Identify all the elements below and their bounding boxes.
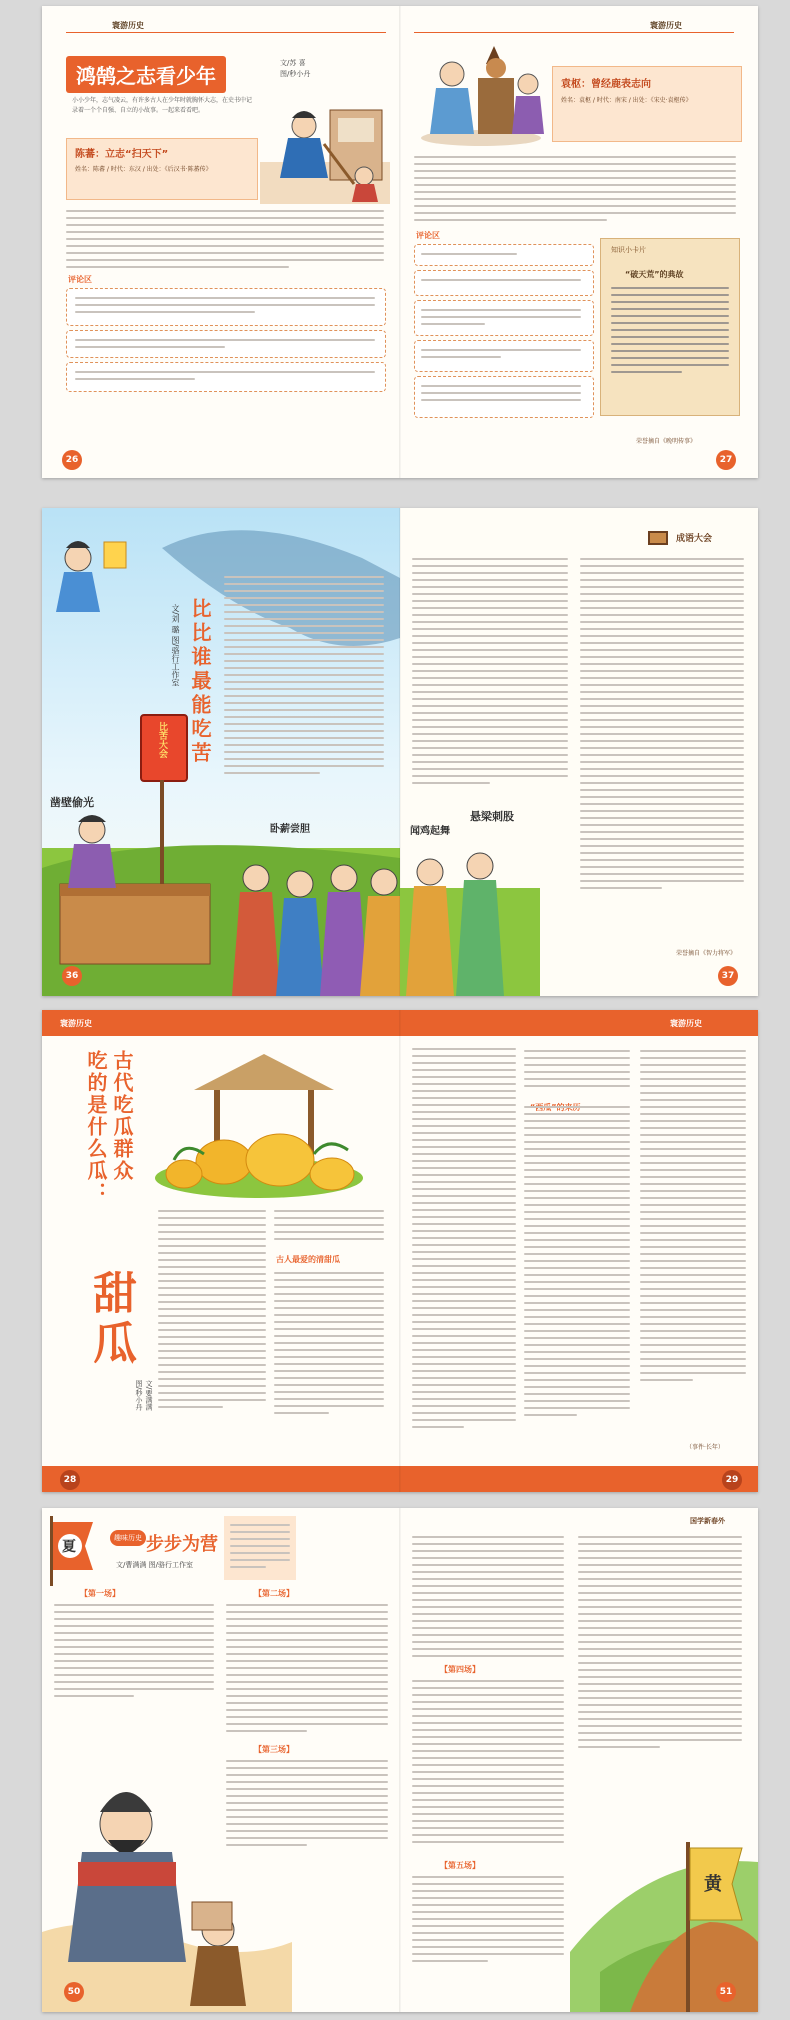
flag-left bbox=[48, 1516, 98, 1586]
page-51 bbox=[400, 1508, 758, 2012]
page-number-left: 36 bbox=[62, 966, 82, 986]
article-title-line-2: 吃的是什么瓜： bbox=[84, 1050, 108, 1204]
page-number-left: 28 bbox=[60, 1470, 80, 1490]
flag-left-char: 夏 bbox=[62, 1539, 76, 1555]
spread-page-36-37 bbox=[42, 508, 758, 996]
pole bbox=[160, 780, 164, 884]
page-36 bbox=[42, 508, 400, 996]
label-zaobi-touguang: 凿壁偷光 bbox=[50, 796, 94, 809]
page-number-left: 50 bbox=[64, 1982, 84, 2002]
spread-page-28-29 bbox=[42, 1010, 758, 1492]
header-logo-right: 寰游历史 bbox=[650, 21, 682, 30]
section-tag-badge bbox=[646, 528, 746, 548]
character-card-yuan-shu bbox=[552, 66, 742, 142]
page-37 bbox=[400, 508, 758, 996]
label-xuanliang-cigu: 悬梁刺股 bbox=[470, 810, 514, 823]
body-text-col-1 bbox=[412, 558, 568, 789]
body-text-col-2 bbox=[274, 1210, 384, 1245]
man-at-wall bbox=[52, 810, 132, 890]
article-intro: 小小少年，志气凌云，有许多古人在少年时就胸怀大志，在史书中记录着一个个自强、自立的小故事。一起来看看吧。 bbox=[72, 97, 253, 114]
comment-box-1 bbox=[66, 288, 386, 326]
header-logo-left: 寰游历史 bbox=[60, 1019, 92, 1028]
header-logo-left: 寰游历史 bbox=[112, 21, 144, 30]
body-text-col-1 bbox=[412, 1048, 516, 1433]
header-logo-right: 寰游历史 bbox=[670, 1019, 702, 1028]
page-27 bbox=[400, 6, 758, 478]
section-title-2: 袁枢：曾经鹿表志向 bbox=[561, 79, 651, 90]
article-title: 步步为营 bbox=[146, 1534, 218, 1555]
page-50 bbox=[42, 1508, 400, 2012]
knowledge-card-title: 知识小卡片 bbox=[611, 246, 646, 254]
page-number-right: 27 bbox=[716, 450, 736, 470]
body-text-col-2 bbox=[580, 558, 744, 894]
illustration-lord-deer bbox=[416, 38, 546, 148]
body-text-col-3 bbox=[640, 1050, 746, 1386]
source-note: 荣誉摘自《晚明传事》 bbox=[636, 438, 697, 445]
article-byline: 文/曹满满 图/骆行工作室 bbox=[116, 1561, 193, 1569]
spread-page-26-27 bbox=[42, 6, 758, 478]
comment-box-4 bbox=[414, 340, 594, 372]
page-number-right: 51 bbox=[716, 1982, 736, 2002]
script-col-2 bbox=[578, 1536, 742, 1753]
scene-heading-1: 【第一场】 bbox=[80, 1589, 120, 1598]
flag-right-char: 黄 bbox=[704, 1874, 722, 1895]
body-text-col-2b bbox=[274, 1272, 384, 1419]
script-col-1 bbox=[54, 1604, 214, 1702]
melon-hut-illustration bbox=[154, 1050, 364, 1200]
scene-heading-4: 【第四场】 bbox=[440, 1665, 480, 1674]
cast-list-box bbox=[224, 1516, 296, 1580]
comment-box-2 bbox=[66, 330, 386, 358]
character-card-chen-fan bbox=[66, 138, 258, 200]
article-byline: 文/要满满 图/秒小丹 bbox=[135, 1380, 153, 1411]
general-illustration bbox=[42, 1752, 292, 2012]
header-rule-right bbox=[414, 32, 734, 33]
label-wenji-qiwu: 闻鸡起舞 bbox=[410, 826, 450, 837]
corner-tag: 国学新春外 bbox=[690, 1517, 725, 1525]
comment-label: 评论区 bbox=[416, 231, 440, 240]
comment-box-2 bbox=[414, 270, 594, 296]
header-rule-left bbox=[66, 32, 386, 33]
comment-box-5 bbox=[414, 376, 594, 418]
boy-with-lantern bbox=[54, 536, 134, 626]
body-text-block bbox=[224, 576, 384, 779]
section-title-1: 陈蕃：立志“扫天下” bbox=[75, 149, 169, 160]
script-col-1 bbox=[412, 1536, 564, 1662]
section-tag: 成语大会 bbox=[676, 534, 713, 544]
knowledge-card-heading: “破天荒”的典故 bbox=[625, 270, 684, 279]
comment-box-3 bbox=[414, 300, 594, 336]
scene-heading-3: 【第三场】 bbox=[254, 1745, 294, 1754]
scene-heading-5: 【第五场】 bbox=[440, 1861, 480, 1870]
crowd-figures bbox=[226, 838, 400, 996]
page-number-right: 37 bbox=[718, 966, 738, 986]
article-title: 鸿鹄之志看少年 bbox=[66, 56, 226, 93]
scoreboard-sign-text: 比苦大会 bbox=[157, 722, 167, 758]
article-byline: 文/刘 璐 图/骆行工作室 bbox=[171, 604, 180, 687]
badge-fun-history: 趣味历史 bbox=[110, 1530, 146, 1546]
page-28 bbox=[42, 1010, 400, 1492]
body-text-col-2 bbox=[524, 1050, 630, 1421]
article-title: 比比谁最能吃苦 bbox=[188, 598, 212, 766]
page-26 bbox=[42, 6, 400, 478]
page-number-right: 29 bbox=[722, 1470, 742, 1490]
subhead-1: 古人最爱的清甜瓜 bbox=[276, 1255, 340, 1264]
body-text-block bbox=[414, 156, 736, 226]
label-woxin-changdan: 卧薪尝胆 bbox=[270, 824, 310, 835]
knowledge-card bbox=[600, 238, 740, 416]
source-note: 荣誉摘自《智力将军》 bbox=[676, 950, 737, 957]
illustration-boy-sweeping bbox=[260, 92, 390, 204]
article-title-line-1: 古代吃瓜群众 bbox=[110, 1050, 134, 1182]
comment-label: 评论区 bbox=[68, 275, 92, 284]
scene-heading-2: 【第二场】 bbox=[254, 1589, 294, 1598]
body-text-block bbox=[66, 210, 384, 273]
crowd-right bbox=[400, 848, 540, 996]
script-col-2 bbox=[226, 1604, 388, 1737]
landscape-illustration bbox=[400, 1812, 758, 2012]
spread-page-50-51 bbox=[42, 1508, 758, 2012]
article-byline: 文/苏 喜 图/秒小丹 bbox=[280, 59, 311, 78]
page-number-left: 26 bbox=[62, 450, 82, 470]
book-icon bbox=[646, 528, 670, 548]
page-29 bbox=[400, 1010, 758, 1492]
comment-box-1 bbox=[414, 244, 594, 266]
comment-box-3 bbox=[66, 362, 386, 392]
section-meta-1: 姓名：陈蕃 / 时代：东汉 / 出处：《后汉书·陈蕃传》 bbox=[75, 166, 212, 173]
body-text-col-1 bbox=[158, 1210, 266, 1413]
section-meta-2: 姓名：袁枢 / 时代：南宋 / 出处：《宋史·袁枢传》 bbox=[561, 97, 692, 104]
source-note: （事件·长年） bbox=[686, 1444, 724, 1451]
article-title-big: 甜瓜 bbox=[85, 1270, 136, 1370]
